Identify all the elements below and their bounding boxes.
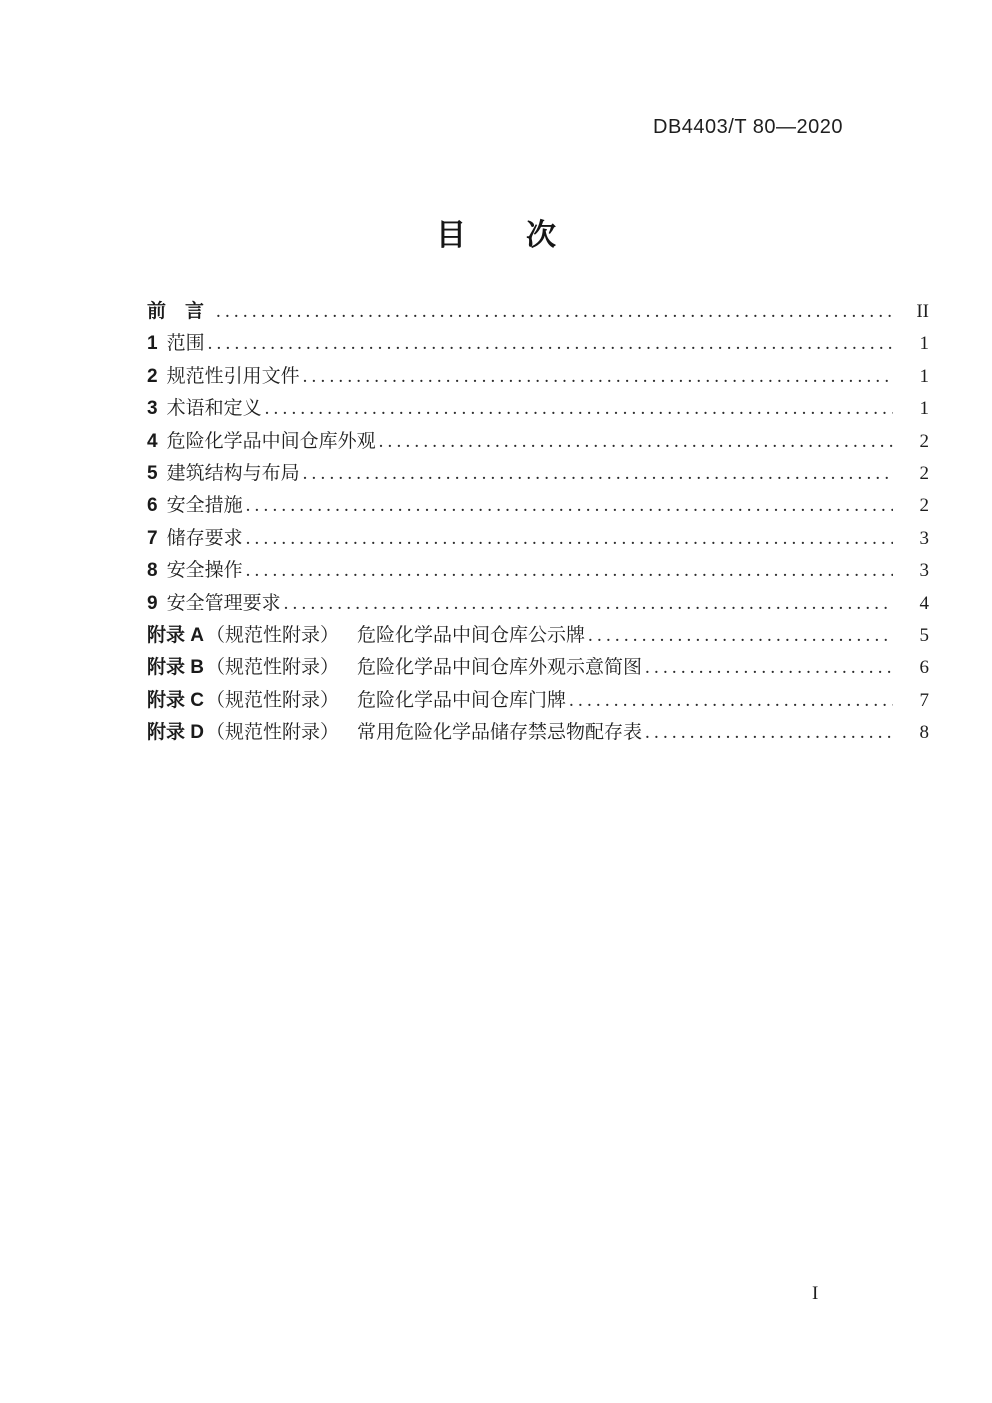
toc-entry-page-number: 3 [919,527,929,549]
toc-entry-label: 2 [147,365,158,387]
toc-dot-leader [284,588,893,620]
page-title: 目 次 [436,219,556,252]
toc-entry-sublabel: （规范性附录） [206,722,340,744]
toc-entry-title: 安全措施 [166,495,243,517]
toc-entry [147,393,929,425]
toc-entry-label: 9 [147,592,158,614]
toc-entry [147,555,929,587]
toc-dot-leader [246,523,893,555]
toc-dot-leader [303,361,893,393]
toc-entry-sublabel: （规范性附录） [206,657,340,679]
toc-entry [147,426,929,458]
toc-entry [147,685,929,717]
toc-dot-leader [208,328,893,360]
toc-entry-title: 危险化学品中间仓库公示牌 [357,624,586,646]
toc-entry-label: 8 [147,560,158,582]
toc-entry [147,588,929,620]
toc-entry-title: 储存要求 [166,527,243,549]
toc-entry-label: 5 [147,462,158,484]
toc-entry [147,361,929,393]
toc-entry-title: 安全操作 [166,560,243,582]
toc-entry-label: 3 [147,398,158,420]
toc-entry-page-number: 2 [919,430,929,452]
toc-entry-sublabel: （规范性附录） [206,624,340,646]
toc-entry [147,652,929,684]
toc-entry-page-number: 1 [919,333,929,355]
toc-entry-page-number: 7 [919,689,929,711]
toc-dot-leader [246,555,893,587]
toc-entry-title: 规范性引用文件 [166,365,300,387]
toc-entry [147,620,929,652]
toc-entry-title: 危险化学品中间仓库门牌 [357,689,567,711]
toc-entry-title: 范围 [166,333,205,355]
toc-entry-label: 6 [147,495,158,517]
toc-dot-leader [216,296,893,328]
toc-dot-leader [645,717,893,749]
toc-dot-leader [569,685,893,717]
table-of-contents [147,296,929,749]
toc-entry-label: 附录 B [147,657,205,679]
toc-entry-page-number: II [916,301,929,322]
toc-entry [147,458,929,490]
toc-entry-label: 7 [147,527,158,549]
toc-entry-title: 常用危险化学品储存禁忌物配存表 [357,722,643,744]
toc-entry [147,717,929,749]
toc-dot-leader [246,490,893,522]
toc-dot-leader [303,458,893,490]
toc-dot-leader [645,652,893,684]
toc-entry-title: 建筑结构与布局 [166,462,300,484]
toc-entry-page-number: 5 [919,624,929,646]
standard-number-header: DB4403/T 80—2020 [653,116,843,138]
toc-entry-page-number: 4 [919,592,929,614]
toc-entry-page-number: 1 [919,365,929,387]
toc-entry [147,523,929,555]
toc-entry-label: 附录 C [147,689,205,711]
toc-dot-leader [588,620,893,652]
toc-entry-page-number: 2 [919,495,929,517]
toc-entry-title: 术语和定义 [166,398,262,420]
toc-entry-label: 附录 A [147,624,205,646]
toc-dot-leader [265,393,893,425]
toc-dot-leader [379,426,893,458]
toc-entry [147,490,929,522]
toc-entry-title: 危险化学品中间仓库外观示意简图 [357,657,643,679]
footer-page-number: I [812,1283,819,1304]
toc-entry [147,296,929,328]
toc-entry-label: 4 [147,430,158,452]
toc-entry-page-number: 6 [919,657,929,679]
toc-entry-label: 附录 D [147,722,205,744]
toc-entry-label: 1 [147,333,158,355]
toc-entry-label: 前 言 [147,301,205,322]
toc-entry-title: 安全管理要求 [166,592,281,614]
toc-entry-title: 危险化学品中间仓库外观 [166,430,376,452]
toc-entry-page-number: 3 [919,560,929,582]
toc-entry-sublabel: （规范性附录） [206,689,340,711]
toc-entry-page-number: 8 [919,722,929,744]
toc-entry-page-number: 2 [919,462,929,484]
toc-entry-page-number: 1 [919,398,929,420]
toc-entry [147,328,929,360]
